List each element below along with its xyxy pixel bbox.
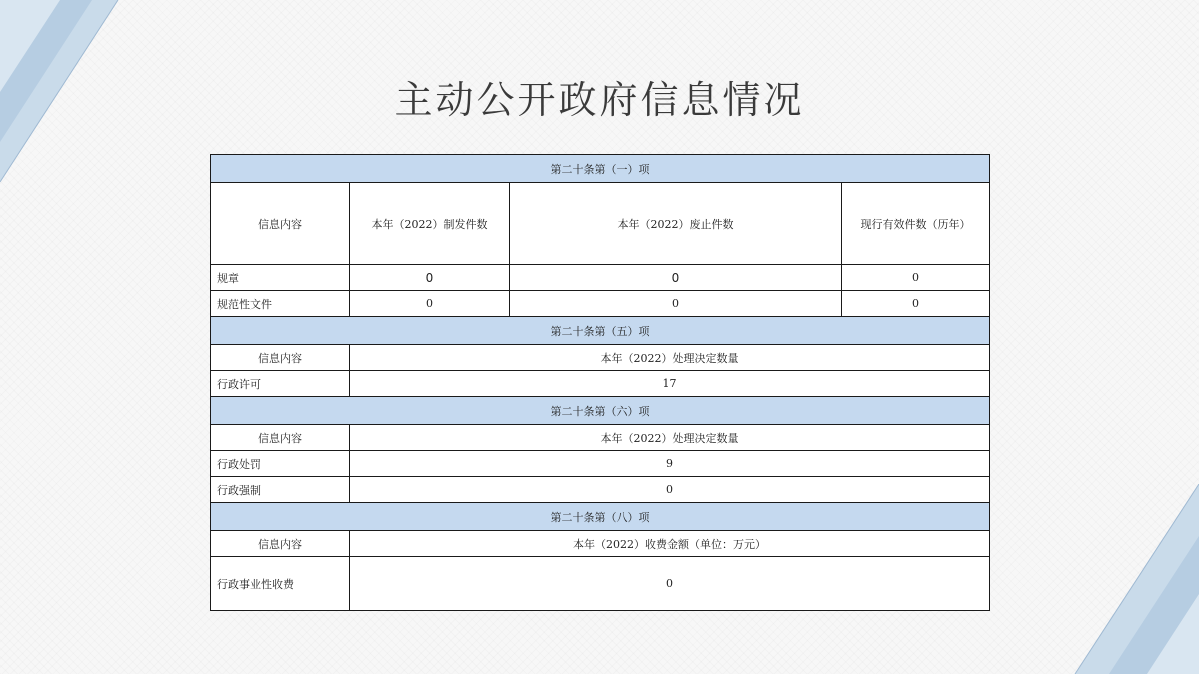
cell-value: 0 xyxy=(510,265,842,291)
section-header-row xyxy=(211,503,990,531)
row-label: 行政处罚 xyxy=(211,451,350,477)
column-header-row xyxy=(211,425,990,451)
cell-value: 0 xyxy=(842,291,990,317)
table-row xyxy=(211,291,990,317)
bottom-right-decoration xyxy=(1059,484,1199,674)
section-heading: 第二十条第（八）项 xyxy=(211,503,990,531)
cell-value: 0 xyxy=(842,265,990,291)
table-row xyxy=(211,451,990,477)
table-row xyxy=(211,371,990,397)
column-header: 信息内容 xyxy=(211,531,350,557)
cell-value: 17 xyxy=(350,371,990,397)
cell-value: 0 xyxy=(510,291,842,317)
row-label: 行政事业性收费 xyxy=(211,557,350,611)
column-header: 现行有效件数（历年） xyxy=(842,183,990,265)
table-row xyxy=(211,557,990,611)
column-header: 本年（2022）废止件数 xyxy=(510,183,842,265)
column-header: 本年（2022）收费金额（单位：万元） xyxy=(350,531,990,557)
cell-value: 0 xyxy=(350,291,510,317)
column-header-row xyxy=(211,345,990,371)
column-header: 本年（2022）制发件数 xyxy=(350,183,510,265)
column-header: 信息内容 xyxy=(211,425,350,451)
cell-value: 0 xyxy=(350,265,510,291)
section-header-row xyxy=(211,155,990,183)
column-header-row xyxy=(211,531,990,557)
row-label: 行政许可 xyxy=(211,371,350,397)
section-header-row xyxy=(211,397,990,425)
section-heading: 第二十条第（六）项 xyxy=(211,397,990,425)
row-label: 行政强制 xyxy=(211,477,350,503)
section-heading: 第二十条第（五）项 xyxy=(211,317,990,345)
column-header-row xyxy=(211,183,990,265)
table-row xyxy=(211,477,990,503)
column-header: 信息内容 xyxy=(211,345,350,371)
column-header: 本年（2022）处理决定数量 xyxy=(350,425,990,451)
page-title: 主动公开政府信息情况 xyxy=(394,78,805,123)
column-header: 信息内容 xyxy=(211,183,350,265)
cell-value: 9 xyxy=(350,451,990,477)
section-header-row xyxy=(211,317,990,345)
cell-value: 0 xyxy=(350,477,990,503)
row-label: 规章 xyxy=(211,265,350,291)
table-row xyxy=(211,265,990,291)
cell-value: 0 xyxy=(350,557,990,611)
info-table xyxy=(210,154,990,611)
column-header: 本年（2022）处理决定数量 xyxy=(350,345,990,371)
section-heading: 第二十条第（一）项 xyxy=(211,155,990,183)
row-label: 规范性文件 xyxy=(211,291,350,317)
